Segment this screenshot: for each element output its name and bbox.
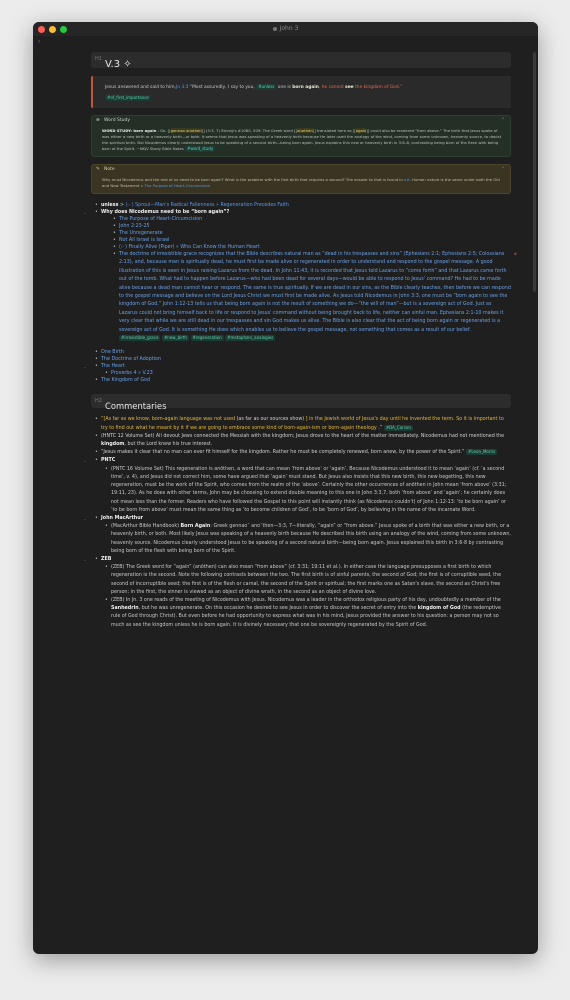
commentary-zeb: • ⌄ ZEB • (ZEB) The Greek word for “again” (anōthen) can also mean “from above” (cf. 3:31; 19:11 et al.). In either case the language presupposes a first birth to which regeneration is the second. Note the following contrasts between the two. The first birth is of sinful parents, the second of God; the first is of corruptible seed, the second of incorruptible seed; the first is of the flesh or carnal, the second of the Spirit or spiritual; the first marks one as Satan's slave, the second as Christ's free person; in the first, the sinner is viewed as an object of divine wrath, in the second as an object of divine love. • (ZEB) In Jn. 3 one reads of the meeting of Nicodemus with Jesus. Nicodemus was a leader in the orthodox religious party of his day, undoubtedly a member of the Sanhedrin, but he was unregenerate. On this occasion he desired to see Jesus in order to discover the secret of entry into the kingdom of God (the redemptive rule of God through Christ). But even before he had opportunity to express what was in his mind, Jesus provided the answer to his question: a person may not so much as see the kingdom unless he is born again. It is divinely necessary that one be sovereignly regenerated by the Spirit of God.: [101, 556, 511, 630]
heading-marker-icon: H2: [95, 398, 102, 405]
fold-icon[interactable]: • ⌄: [83, 364, 87, 370]
note-header[interactable]: ✎ Note ⌃: [96, 167, 505, 172]
irresistible-grace-paragraph: • ⌖ The doctrine of irresistible grace recognizes that the Bible describes natural man as “dead in his trespasses and sins” (Ephesians 2:1; Ephesians 2:5; Colossians 2:13), and, because man is spiritually dead, he must first be made alive or regenerated in order to understand and respond to the gospel message. A good illustration of this is seen in Jesus raising Lazarus from the dead. In John 11:43, it is recorded that Jesus told Lazarus to “come forth” and that Lazarus came forth out of the tomb. What had to happen before Lazarus—who had been dead for several days—would be able to respond to Jesus' command? He had to be made alive because a dead man cannot hear or respond. The same is true spiritually. If we are dead in our sins, as the Bible clearly teaches, then before we can respond to the gospel message and believe on the Lord Jesus Christ we must first be made alive. As Jesus told Nicodemus in John 3:3, one must be “born again to see the kingdom of God.” John 1:12-13 tells us that being born again is not the result of something we do—“the will of man”—but is a sovereign act of God. Just as Lazarus could not bring himself back to life or respond to Jesus' command without being brought back to life, neither can sinful man. Ephesians 2:1-10 makes it very clear that while we are still dead in our trespasses and sin God makes us alive. The Bible is also clear that the act of being born again or regenerated is a sovereign act of God. It is something He does which enables us to believe the gospel message, not something that comes as a result of our belief. #irresistible_grace #new_birth #regeneration #metaphors_analogies: [119, 251, 511, 343]
commentaries-list: [83, 416, 511, 629]
sub-list: [101, 370, 511, 377]
link-sproul[interactable]: (☞) Sproul—Man's Radical Fallenness » Regeneration Precedes Faith: [125, 203, 289, 208]
list-item: • (PNTC 16 Volume Set) This regeneration is anōthen, a word that can mean ‘from above’ or ‘again’. Because Nicodemus understood it to mean ‘again’ (cf. ‘a second time’, v. 4), and Jesus did not correct him, some have argued that ‘again’ must stand. But Jesus also insists that this new birth, this new begetting, this new regeneration, must be the work of the Spirit, who comes from the realm of the ‘above’. Certainly the other occurrences of anōthen in John mean ‘from above’ (3:31; 19:11, 23). As he does with other terms, John may be choosing to extend double meaning to this one in John 3:3,7, both ‘from above’ and ‘again’; he certainly does not mean less than the former. Readers who have followed the Gospel to this point will instantly think (as Nicodemus couldn't) of John 1:12-13: ‘to be born again’ or ‘to be born from above’ must mean the same thing as ‘to become children of God’, to be ‘born of God’, by believing in the name of the incarnate Word.: [111, 466, 511, 515]
note-body: Why must Nicodemus and the rest of us need to be born again? What is the problem with the first birth that requires a second? The answer to that is found in v.6. Human nature is the same under both the Old and New Testament » The Purpose of Heart-Circumcision: [102, 177, 500, 188]
tag-of-first-importance[interactable]: #of_first_importance: [107, 95, 149, 100]
pencil-icon: ✎: [96, 167, 100, 172]
commentary-morris: • “Jesus makes it clear that no man can ever fit himself for the kingdom. Rather he must be completely renewed, born anew, by the power of the Spirit.” #Leon_Morris: [101, 449, 511, 457]
term-anothen[interactable]: anothen: [297, 128, 313, 133]
commentary-hntc: • (HNTC 12 Volume Set) All devout Jews connected the Messiah with the kingdom; Jesus drove to the heart of the matter immediately. Nicodemus had not mentioned the kingdom, but the Lord knew his true interest.: [101, 433, 511, 449]
list-item: • (ZEB) In Jn. 3 one reads of the meeting of Nicodemus with Jesus. Nicodemus was a leader in the orthodox religious party of his day, undoubtedly a member of the Sanhedrin, but he was unregenerate. On this occasion he desired to see Jesus in order to discover the secret of entry into the kingdom of God (the redemptive rule of God through Christ). But even before he had opportunity to express what was in his mind, Jesus provided the answer to his question: a person may not so much as see the kingdom unless he is born again. It is divinely necessary that one be sovereignly regenerated by the Spirit of God.: [111, 597, 511, 630]
sub-list: [101, 216, 517, 343]
word-study-callout: [91, 115, 511, 157]
fold-icon[interactable]: • ⌄: [83, 458, 87, 464]
pin-icon[interactable]: • ⌖: [513, 251, 517, 258]
link-kingdom-of-god[interactable]: • The Kingdom of God: [101, 377, 511, 384]
sub-list: [101, 523, 511, 556]
list-item: • (ZEB) The Greek word for “again” (anōthen) can also mean “from above” (cf. 3:31; 19:11 et al.). In either case the language presupposes a first birth to which regeneration is the second. Note the following contrasts between the two. The first birth is of sinful parents, the second of God; the first is of corruptible seed, the second of incorruptible seed; the first is of the flesh or carnal, the second of the Spirit or spiritual; the first marks one as Satan's slave, the second as Christ's free person; in the first, the sinner is viewed as an object of divine wrath, in the second as an object of divine love.: [111, 564, 511, 597]
list-item: • (MacArthur Bible Handbook) Born Again: Greek gennao¯ ano¯then—3:3, 7—literally, “again” or “from above.” Jesus spoke of a birth that was either a new birth, or a heavenly birth, or both. Most likely Jesus was speaking of a heavenly birth because He described this birth using an analogy of the wind, coming from some unknown, heavenly source. Nicodemus clearly understood Jesus to be speaking of a second natural birth—being born again. Jesus explained this birth in 3:6-8 by contrasting being born of the flesh with being born of the Spirit.: [111, 523, 511, 556]
link-one-birth[interactable]: • One Birth: [101, 349, 511, 356]
list-item: • ⌄ Why does Nicodemus need to be “born again”? • The Purpose of Heart-Circumcision • John 2:23-25 • The Unregenerate • Not All Israel is Israel • (☞) Finally Alive (Piper) » Who Can Know the Human Heart • ⌖ The doctrine of irresistible grace recognizes that the Bible describes natural man as “dead in his trespasses and sins” (Ephesians 2:1; Ephesians 2:5; Colossians 2:13), and, because man is spiritually dead, he must first be made alive or regenerated in order to understand and respond to the gospel message. A good illustration of this is seen in Jesus raising Lazarus from the dead. In John 11:43, it is recorded that Jesus told Lazarus to “come forth” and that Lazarus came forth out of the tomb. What had to happen before Lazarus—who had been dead for several days—would be able to respond to Jesus' command? He had to be made alive because a dead man cannot hear or respond. The same is true spiritually. If we are dead in our sins, as the Bible clearly teaches, then before we can respond to the gospel message and believe on the Lord Jesus Christ we must first be made alive. As Jesus told Nicodemus in John 3:3, one must be “born again to see the kingdom of God.” John 1:12-13 tells us that being born again is not the result of something we do—“the will of man”—but is a sovereign act of God. Just as Lazarus could not bring himself back to life or respond to Jesus' command without being brought back to life, neither can sinful man. Ephesians 2:1-10 makes it very clear that while we are still dead in our trespasses and sin God makes us alive. The Bible is also clear that the act of being born again or regenerated is a sovereign act of God. It is something He does which enables us to believe the gospel message, not something that comes as a result of our belief. #irresistible_grace #new_birth #regeneration #metaphors_analogies: [101, 209, 511, 343]
collapse-icon[interactable]: ⌃: [501, 167, 505, 172]
fold-icon[interactable]: • ⌄: [83, 556, 87, 562]
app-window: [33, 22, 538, 954]
word-study-body: WORD STUDY: born again : Gk. [[gennao anothen]] (3:3, 7) Strong's #1080, 509: The Greek word [[anothen]] translated here as [[again]] could also be rendered “from above.” The birth that Jesus spoke of was either a new birth or a heavenly birth—or both. It seems that Jesus was speaking of a heavenly birth because He later used the analogy of the wind, coming from some unknown, heavenly source, to depict the spiritual birth. But Nicodemus clearly understood Jesus to be speaking of a second birth—being born again. Jesus explains this new or heavenly birth in 3:6–8, contrasting being born of the flesh with being born of the Spirit. ~NKJV Study Bible Notes #word_study: [102, 128, 502, 151]
tag-word-study[interactable]: #word_study: [187, 146, 214, 151]
sub-list: [101, 466, 511, 515]
list-item-link[interactable]: • The Unregenerate: [119, 230, 511, 237]
scripture-quote: Jesus answered and said to him,Jn 3:3 “Most assuredly, I say to you, #unless one is born again, he cannot see the kingdom of God.” #of_first_importance: [91, 76, 511, 108]
collapse-icon[interactable]: ⌃: [501, 118, 505, 123]
note-content: [83, 52, 517, 630]
related-links-list: [83, 349, 511, 384]
link-proverbs[interactable]: • Proverbs 4 » V.23: [111, 370, 511, 377]
window-title: John 3: [33, 25, 538, 32]
commentary-pntc: • ⌄ PNTC • (PNTC 16 Volume Set) This regeneration is anōthen, a word that can mean ‘from above’ or ‘again’. Because Nicodemus understood it to mean ‘again’ (cf. ‘a second time’, v. 4), and Jesus did not correct him, some have argued that ‘again’ must stand. But Jesus also insists that this new birth, this new begetting, this new regeneration, must be the work of the Spirit, who comes from the realm of the ‘above’. Certainly the other occurrences of anōthen in John mean ‘from above’ (3:31; 19:11, 23). As he does with other terms, John may be choosing to extend double meaning to this one in John 3:3,7, both ‘from above’ and ‘again’; he certainly does not mean less than the former. Readers who have followed the Gospel to this point will instantly think (as Nicodemus couldn't) of John 1:12-13: ‘to be born again’ or ‘to be born from above’ must mean the same thing as ‘to become children of God’, to be ‘born of God’, by believing in the name of the incarnate Word.: [101, 457, 511, 514]
chevron-right-icon[interactable]: ›: [38, 38, 41, 45]
verse-link[interactable]: Jn 3:3: [175, 85, 189, 90]
title-bar: [33, 22, 538, 36]
commentary-carson: • “[As far as we know, born-again language was not used (as far as our sources show) ] in the Jewish world of Jesus's day until he invented the term. So it is important to try to find out what he meant by it if we are going to embrace some kind of born-again-ism or born-again theology .” #DA_Carson: [101, 416, 511, 432]
scrollbar[interactable]: [533, 52, 536, 292]
word-study-header[interactable]: ⊕ Word Study ⌃: [96, 118, 505, 123]
tag-irresistible-grace[interactable]: #irresistible_grace: [121, 335, 159, 341]
tag-da-carson[interactable]: #DA_Carson: [385, 424, 411, 430]
verse-link-v6[interactable]: v.6: [403, 177, 410, 182]
link-the-heart[interactable]: • ⌄ The Heart • Proverbs 4 » V.23: [101, 363, 511, 377]
term-gennao-anothen[interactable]: gennao anothen: [170, 128, 202, 133]
note-callout: [91, 164, 511, 194]
list-item-link[interactable]: • (☞) Finally Alive (Piper) » Who Can Know the Human Heart: [119, 244, 511, 251]
heading-commentaries: H2 Commentaries: [91, 394, 511, 408]
link-doctrine-of-adoption[interactable]: • The Doctrine of Adoption: [101, 356, 511, 363]
list-item-link[interactable]: • The Purpose of Heart-Circumcision: [119, 216, 511, 223]
document-icon: [273, 27, 277, 31]
fold-icon[interactable]: • ⌄: [83, 210, 87, 215]
tag-regeneration[interactable]: #regeneration: [192, 335, 222, 341]
commentary-macarthur: • ⌄ John MacArthur • (MacArthur Bible Handbook) Born Again: Greek gennao¯ ano¯then—3:3, 7—literally, “again” or “from above.” Jesus spoke of a birth that was either a new birth, or a heavenly birth, or both. Most likely Jesus was speaking of a heavenly birth because He described this birth using an analogy of the wind, coming from some unknown, heavenly source. Nicodemus clearly understood Jesus to be speaking of a second natural birth—being born again. Jesus explained this birth in 3:6-8 by contrasting being born of the flesh with being born of the Spirit.: [101, 515, 511, 556]
term-again[interactable]: again: [355, 128, 367, 133]
left-gutter: [33, 36, 45, 954]
fold-icon[interactable]: • ⌄: [83, 515, 87, 521]
heading-v3: H1 V.3 ✧: [91, 52, 511, 68]
tag-unless[interactable]: #unless: [258, 84, 275, 89]
tag-leon-morris[interactable]: #Leon_Morris: [468, 449, 496, 455]
list-item: • unless > (☞) Sproul—Man's Radical Fallenness » Regeneration Precedes Faith: [101, 202, 511, 209]
list-item-link[interactable]: • John 2:23-25: [119, 223, 511, 230]
list-item-link[interactable]: • Not All Israel is Israel: [119, 237, 511, 244]
link-heart-circumcision[interactable]: The Purpose of Heart-Circumcision: [144, 183, 211, 188]
sub-list: [101, 564, 511, 630]
outline-list: [83, 202, 517, 343]
tag-new-birth[interactable]: #new_birth: [163, 335, 187, 341]
heading-marker-icon: H1: [95, 56, 102, 62]
tag-metaphors-analogies[interactable]: #metaphors_analogies: [227, 335, 274, 341]
chevron-down-icon: ⊕: [96, 118, 100, 123]
